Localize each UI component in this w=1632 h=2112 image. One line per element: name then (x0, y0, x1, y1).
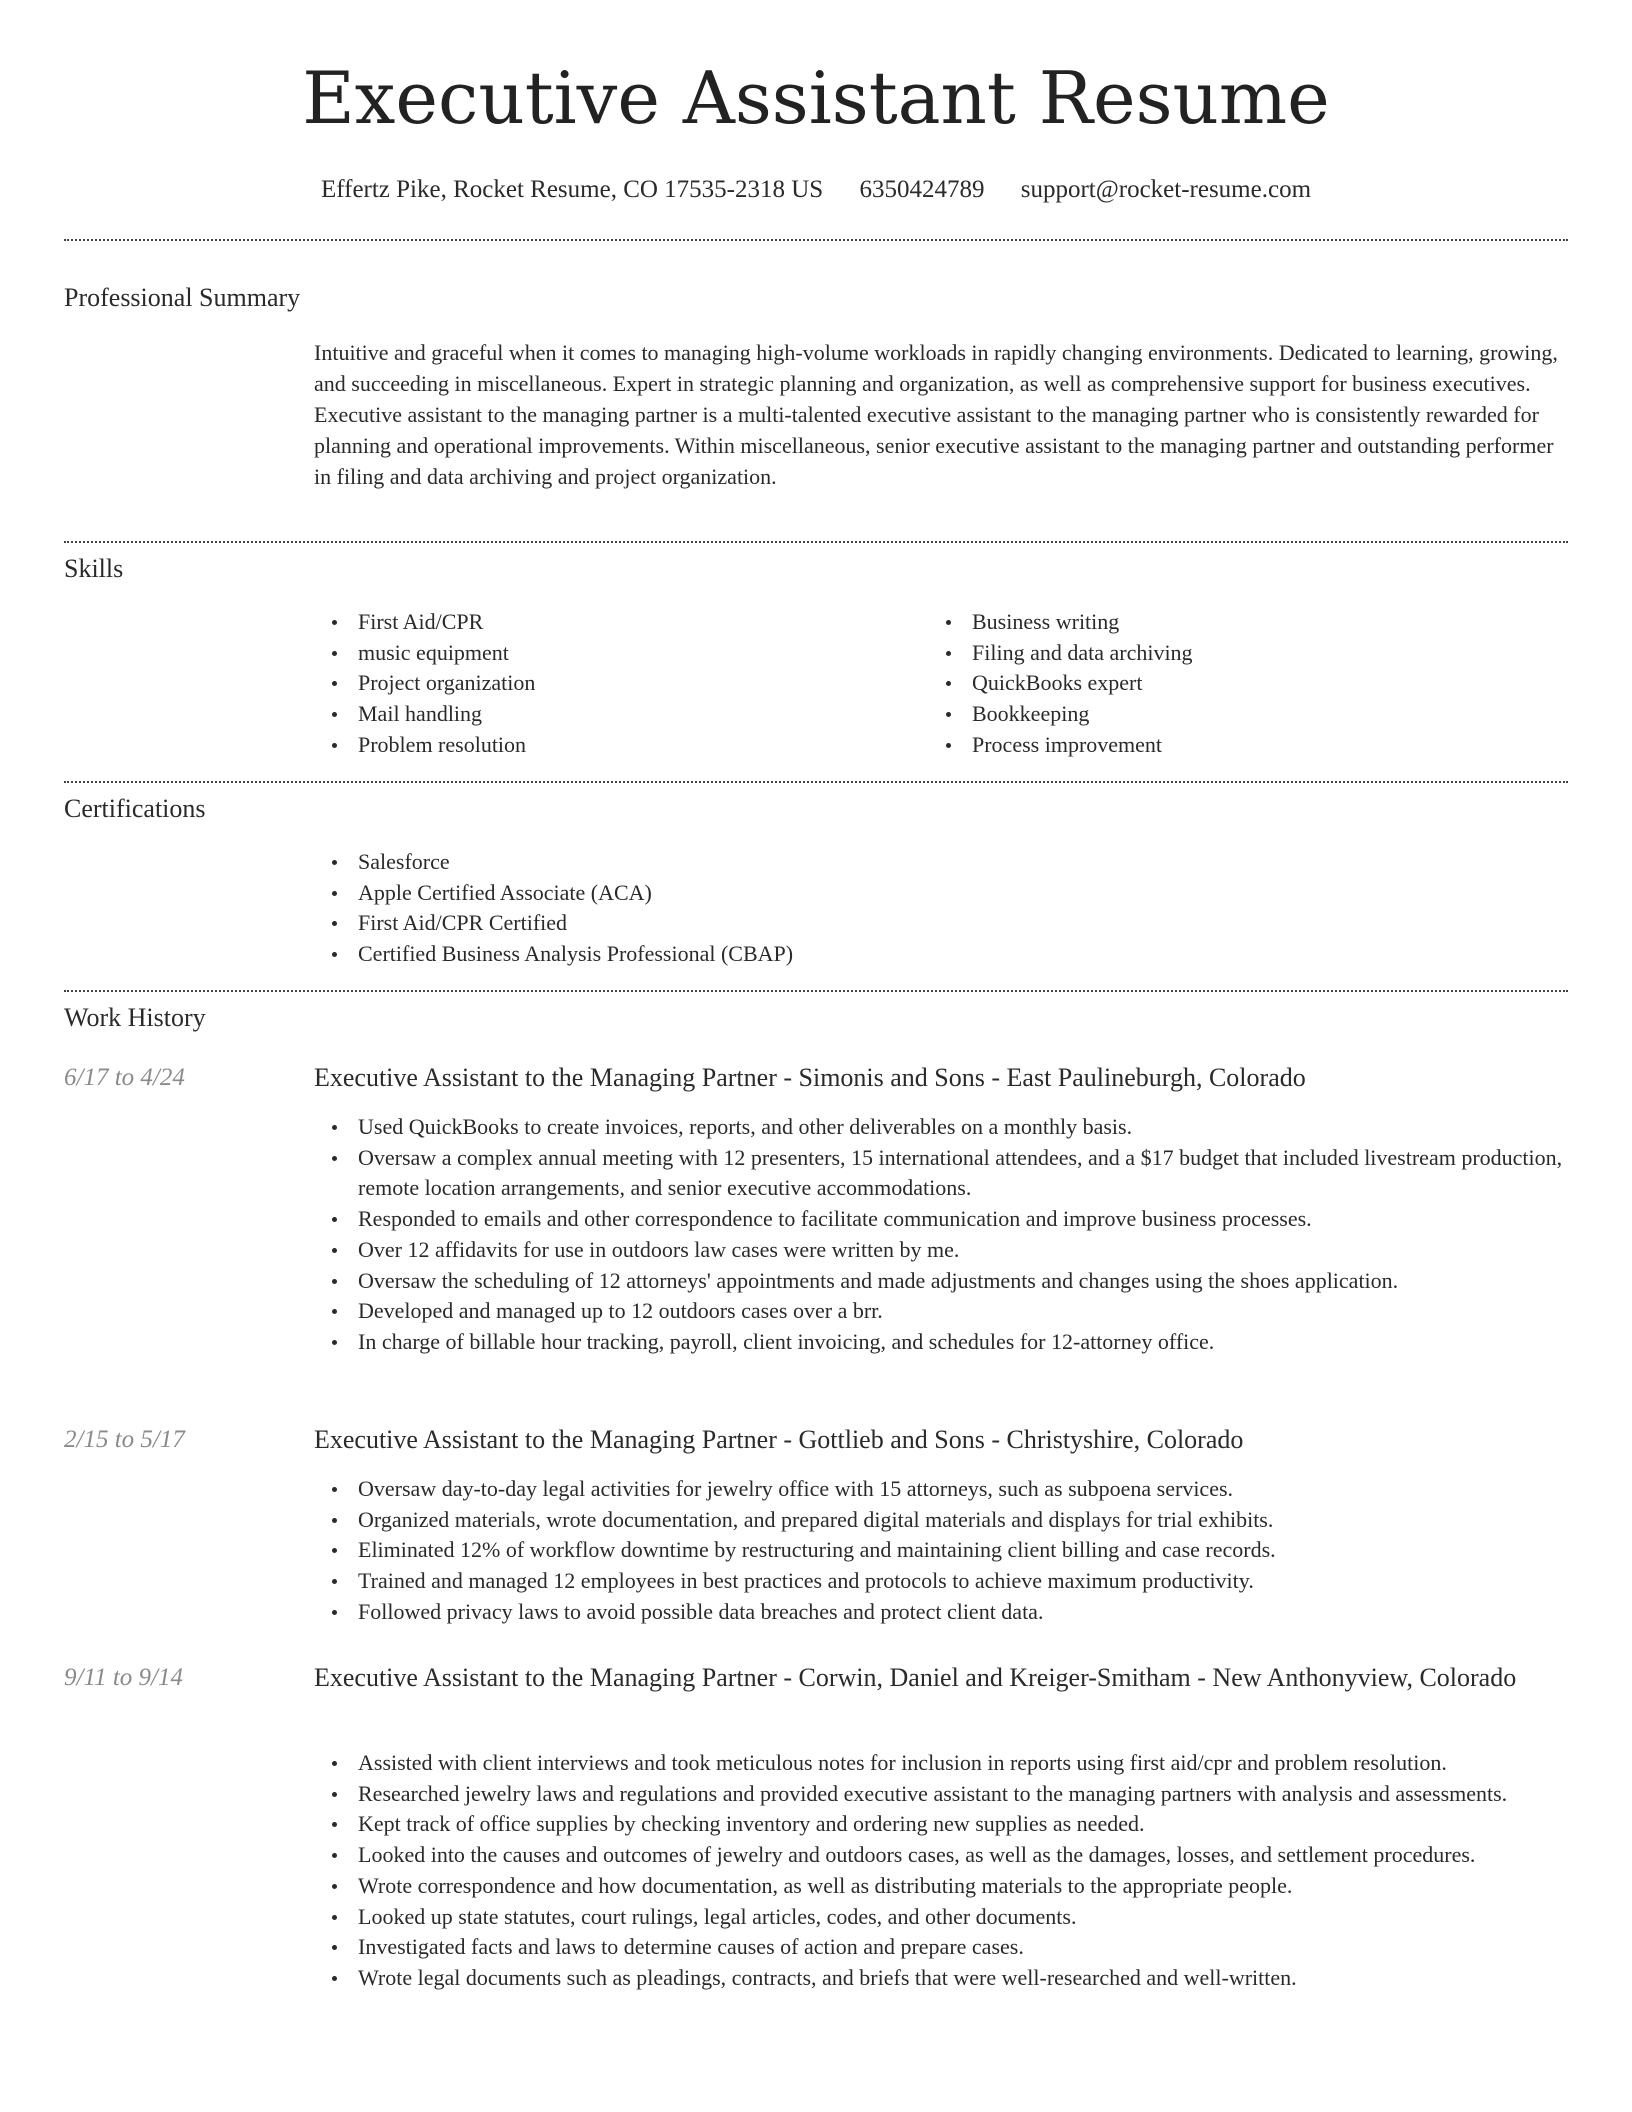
skill-item: music equipment (358, 638, 918, 669)
job-bullet: Assisted with client interviews and took meticulous notes for inclusion in reports using first aid/cpr and problem resolution. (358, 1748, 1588, 1779)
skills-heading: Skills (64, 554, 124, 583)
job-bullet: Organized materials, wrote documentation, and prepared digital materials and displays for trial exhibits. (358, 1505, 1568, 1536)
job-bullet: Trained and managed 12 employees in best practices and protocols to achieve maximum productivity. (358, 1566, 1568, 1597)
job-bullet: Researched jewelry laws and regulations and provided executive assistant to the managing partners with analysis and assessments. (358, 1779, 1588, 1810)
skill-item: Business writing (972, 607, 1572, 638)
skills-list-right (928, 607, 1572, 761)
divider (64, 990, 1568, 992)
job-dates: 9/11 to 9/14 (64, 1664, 183, 1691)
job-bullet: Followed privacy laws to avoid possible data breaches and protect client data. (358, 1597, 1568, 1628)
job-bullets (314, 1748, 1588, 1994)
skill-item: Bookkeeping (972, 699, 1572, 730)
job-bullet: Wrote legal documents such as pleadings, contracts, and briefs that were well-researched and well-written. (358, 1963, 1588, 1994)
job-bullet: Oversaw a complex annual meeting with 12 presenters, 15 international attendees, and a $17 budget that included livestream production, remote location arrangements, and senior executive accommodations. (358, 1143, 1568, 1204)
contact-address: Effertz Pike, Rocket Resume, CO 17535-2318 US (320, 176, 824, 203)
divider (64, 239, 1568, 241)
skill-item: Filing and data archiving (972, 638, 1572, 669)
certifications-heading: Certifications (64, 794, 206, 823)
work-history-heading: Work History (64, 1003, 206, 1032)
job-dates: 6/17 to 4/24 (64, 1064, 185, 1091)
job-bullet: Oversaw the scheduling of 12 attorneys' appointments and made adjustments and changes using the shoes application. (358, 1266, 1568, 1297)
job-bullet: Eliminated 12% of workflow downtime by restructuring and maintaining client billing and case records. (358, 1535, 1568, 1566)
job-bullet: In charge of billable hour tracking, payroll, client invoicing, and schedules for 12-attorney office. (358, 1327, 1568, 1358)
resume-title: Executive Assistant Resume (302, 56, 1330, 140)
skill-item: Project organization (358, 668, 918, 699)
skill-item: First Aid/CPR (358, 607, 918, 638)
job-bullet: Oversaw day-to-day legal activities for jewelry office with 15 attorneys, such as subpoena services. (358, 1474, 1568, 1505)
divider (64, 541, 1568, 543)
skills-list-left (314, 607, 918, 761)
divider (64, 781, 1568, 783)
summary-heading: Professional Summary (64, 283, 301, 312)
job-title: Executive Assistant to the Managing Partner - Simonis and Sons - East Paulineburgh, Colorado (314, 1063, 1306, 1092)
summary-text: Intuitive and graceful when it comes to managing high-volume workloads in rapidly changing environments. Dedicated to learning, growing, and succeeding in miscellaneous. Expert in strategic planning and organization, as well as comprehensive support for business executives. Executive assistant to the managing partner is a multi-talented executive assistant to the managing partner who is consistently rewarded for planning and operational improvements. Within miscellaneous, senior executive assistant to the managing partner and outstanding performer in filing and data archiving and project organization. (314, 340, 1558, 489)
job-bullet: Used QuickBooks to create invoices, reports, and other deliverables on a monthly basis. (358, 1112, 1568, 1143)
contact-email: support@rocket-resume.com (1020, 176, 1312, 203)
job-dates: 2/15 to 5/17 (64, 1426, 185, 1453)
certification-item: Apple Certified Associate (ACA) (358, 878, 1558, 909)
job-bullet: Investigated facts and laws to determine causes of action and prepare cases. (358, 1932, 1588, 1963)
job-title: Executive Assistant to the Managing Partner - Corwin, Daniel and Kreiger-Smitham - New Anthonyview, Colorado (314, 1663, 1517, 1692)
job-bullet: Kept track of office supplies by checking inventory and ordering new supplies as needed. (358, 1809, 1588, 1840)
job-bullet: Wrote correspondence and how documentation, as well as distributing materials to the appropriate people. (358, 1871, 1588, 1902)
job-bullets (314, 1474, 1568, 1628)
job-bullet: Responded to emails and other correspondence to facilitate communication and improve business processes. (358, 1204, 1568, 1235)
skill-item: Problem resolution (358, 730, 918, 761)
job-bullet: Looked up state statutes, court rulings, legal articles, codes, and other documents. (358, 1902, 1588, 1933)
contact-line (0, 170, 1632, 210)
job-bullet: Looked into the causes and outcomes of jewelry and outdoors cases, as well as the damages, losses, and settlement procedures. (358, 1840, 1588, 1871)
certification-item: Salesforce (358, 847, 1558, 878)
contact-phone: 6350424789 (859, 176, 985, 203)
job-bullet: Over 12 affidavits for use in outdoors law cases were written by me. (358, 1235, 1568, 1266)
certification-item: First Aid/CPR Certified (358, 908, 1558, 939)
skill-item: QuickBooks expert (972, 668, 1572, 699)
certification-item: Certified Business Analysis Professional (CBAP) (358, 939, 1558, 970)
job-bullets (314, 1112, 1568, 1358)
certifications-list (314, 847, 1558, 970)
skill-item: Process improvement (972, 730, 1572, 761)
job-bullet: Developed and managed up to 12 outdoors cases over a brr. (358, 1296, 1568, 1327)
job-title: Executive Assistant to the Managing Partner - Gottlieb and Sons - Christyshire, Colorado (314, 1425, 1244, 1454)
skill-item: Mail handling (358, 699, 918, 730)
